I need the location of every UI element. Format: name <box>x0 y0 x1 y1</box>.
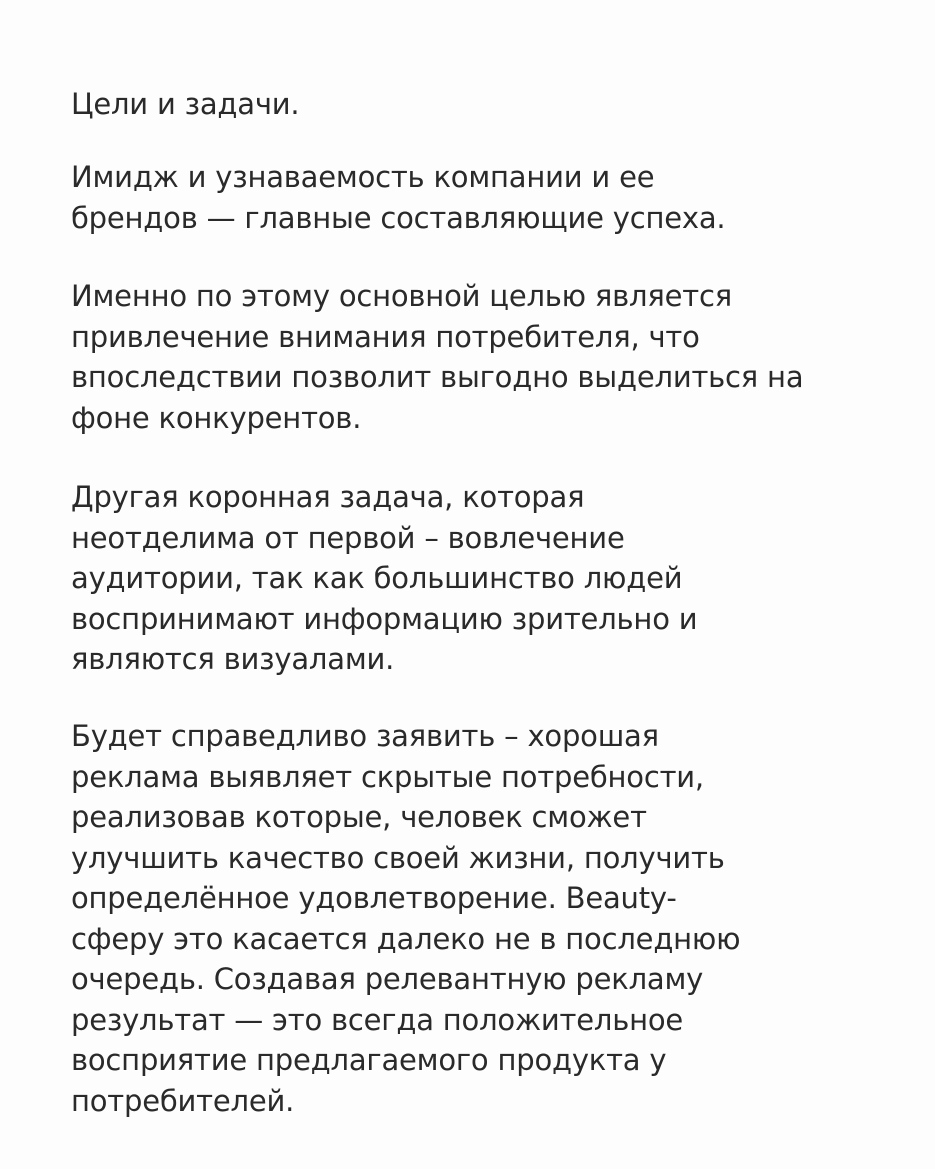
text-line: аудитории, так как большинство людей <box>71 561 683 595</box>
text-line: впоследствии позволит выгодно выделиться на <box>71 360 804 394</box>
paragraph-main-goal <box>71 276 871 438</box>
text-line: привлечение внимания потребителя, что <box>71 319 700 354</box>
paragraph-audience-engagement <box>71 477 871 680</box>
text-line: Другая коронная задача, которая <box>71 480 585 514</box>
text-line: неотделима от первой – вовлечение <box>71 520 625 555</box>
text-line: очередь. Создавая релевантную рекламу <box>71 962 704 996</box>
text-line: брендов — главные составляющие успеха. <box>71 200 726 235</box>
text-line: воспринимают информацию зрительно и <box>71 601 698 636</box>
text-line: Будет справедливо заявить – хорошая <box>71 719 659 753</box>
text-line: реализовав которые, человек сможет <box>71 800 647 834</box>
paragraph-image-recognition <box>71 157 871 238</box>
text-line: определённое удовлетворение. Beauty- <box>71 881 677 915</box>
text-line: фоне конкурентов. <box>71 400 362 435</box>
text-line: Именно по этому основной целью является <box>71 279 732 313</box>
text-line: потребителей. <box>71 1083 295 1118</box>
text-line: восприятие предлагаемого продукта у <box>71 1043 667 1077</box>
text-line: сферу это касается далеко не в последнюю <box>71 921 741 956</box>
text-line: результат — это всегда положительное <box>71 1002 684 1037</box>
heading <box>71 84 871 125</box>
text-line: реклама выявляет скрытые потребности, <box>71 759 704 794</box>
paragraph-good-advertising <box>71 716 871 1121</box>
heading-text: Цели и задачи. <box>71 87 300 121</box>
text-line: Имидж и узнаваемость компании и ее <box>71 160 655 194</box>
text-line: являются визуалами. <box>71 642 395 676</box>
text-line: улучшить качество своей жизни, получить <box>71 840 725 875</box>
